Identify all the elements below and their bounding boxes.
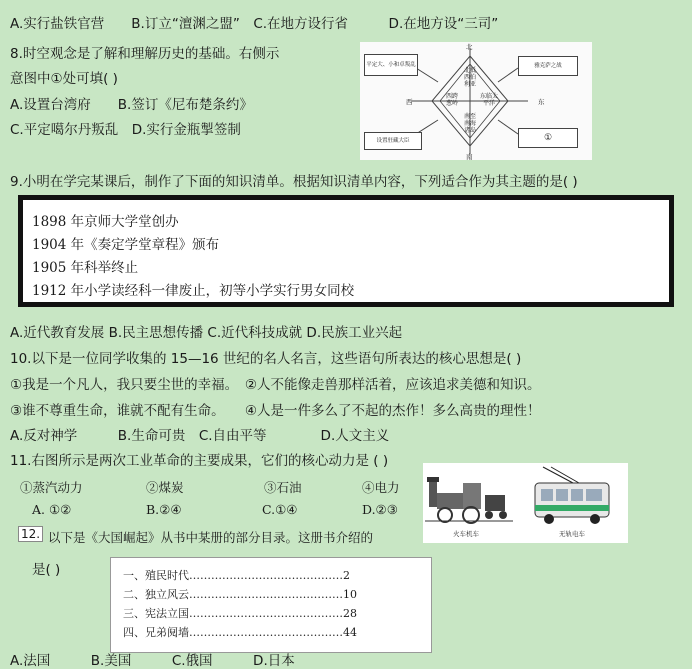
- q12-stem-line2: 是( ): [32, 562, 61, 578]
- q11-option: B.②④: [146, 502, 182, 517]
- q10-quotes-2: ③谁不尊重生命，谁就不配有生命。 ④人是一件多么了不起的杰作！多么高贵的理性！: [10, 403, 541, 419]
- toc-entry: 四、兄弟阋墙……………………………………44: [123, 626, 357, 639]
- locomotive-illustration: [425, 477, 513, 523]
- compass-diagram: [360, 42, 592, 160]
- cell-west: 西跨葱岭: [445, 93, 458, 107]
- q12-options: A.法国 B.美国 C.俄国 D.日本: [10, 653, 295, 669]
- cell-south: 南至南海诸岛: [463, 113, 476, 134]
- q8-stem-line1: 8.时空观念是了解和理解历史的基础。右侧示: [10, 46, 280, 62]
- q11-item: ①蒸汽动力: [20, 480, 83, 495]
- q8-options-line2: C.平定噶尔丹叛乱 D.实行金瓶掣签制: [10, 122, 241, 138]
- compass-south: 南: [466, 153, 473, 161]
- q11-option: C.①④: [262, 502, 298, 517]
- box-se: ①: [518, 128, 578, 148]
- box-sw: 设置驻藏大臣: [364, 132, 422, 150]
- industrial-revolution-images: [423, 463, 628, 543]
- cell-north: 北抵西伯利亚: [463, 67, 476, 88]
- toc-entry: 三、宪法立国……………………………………28: [123, 607, 357, 620]
- q10-options: A.反对神学 B.生命可贵 C.自由平等 D.人文主义: [10, 428, 390, 444]
- q9-stem: 9.小明在学完某课后，制作了下面的知识清单。根据知识清单内容，下列适合作为其主题的是( ): [10, 174, 578, 190]
- toc-entry: 一、殖民时代……………………………………2: [123, 569, 350, 582]
- trolleybus-illustration: [535, 467, 609, 524]
- caption-trolleybus: 无轨电车: [559, 530, 585, 538]
- q12-stem: 以下是《大国崛起》从书中某册的部分目录。这册书介绍的: [48, 530, 374, 545]
- compass-north: 北: [466, 43, 473, 51]
- q11-stem: 11.右图所示是两次工业革命的主要成果，它们的核心动力是 ( ): [10, 453, 389, 469]
- q11-option: D.②③: [362, 502, 398, 517]
- q11-item: ④电力: [362, 480, 400, 495]
- knowledge-item: 1912 年小学读经科一律废止，初等小学实行男女同校: [32, 283, 355, 299]
- cell-east: 东临太平洋: [480, 93, 499, 107]
- q8-options-line1: A.设置台湾府 B.签订《尼布楚条约》: [10, 97, 253, 113]
- knowledge-item: 1898 年京师大学堂创办: [32, 214, 179, 230]
- box-ne: 雅克萨之战: [518, 56, 578, 76]
- compass-west: 西: [406, 98, 413, 106]
- box-nw: 平定大、小和卓叛乱: [364, 54, 418, 76]
- q11-item: ③石油: [264, 480, 302, 495]
- caption-locomotive: 火车机车: [453, 530, 479, 538]
- q7-options: A.实行盐铁官营 B.订立“澶渊之盟” C.在地方设行省 D.在地方设“三司”: [10, 16, 499, 32]
- toc-entry: 二、独立风云……………………………………10: [123, 588, 357, 601]
- q10-stem: 10.以下是一位同学收集的 15—16 世纪的名人名言，这些语句所表达的核心思想是( ): [10, 351, 522, 367]
- compass-east: 东: [538, 98, 545, 106]
- q11-item: ②煤炭: [146, 480, 184, 495]
- q10-quotes-1: ①我是一个凡人，我只要尘世的幸福。 ②人不能像走兽那样活着，应该追求美德和知识。: [10, 377, 541, 393]
- q8-stem-line2: 意图中①处可填( ): [10, 71, 118, 87]
- q11-option: A. ①②: [32, 502, 72, 517]
- book-table-of-contents: [110, 557, 432, 653]
- knowledge-item: 1904 年《奏定学堂章程》颁布: [32, 237, 220, 253]
- q12-number: 12.: [18, 526, 43, 542]
- knowledge-list: [18, 195, 674, 307]
- knowledge-item: 1905 年科举终止: [32, 260, 139, 276]
- q9-options: A.近代教育发展 B.民主思想传播 C.近代科技成就 D.民族工业兴起: [10, 325, 403, 341]
